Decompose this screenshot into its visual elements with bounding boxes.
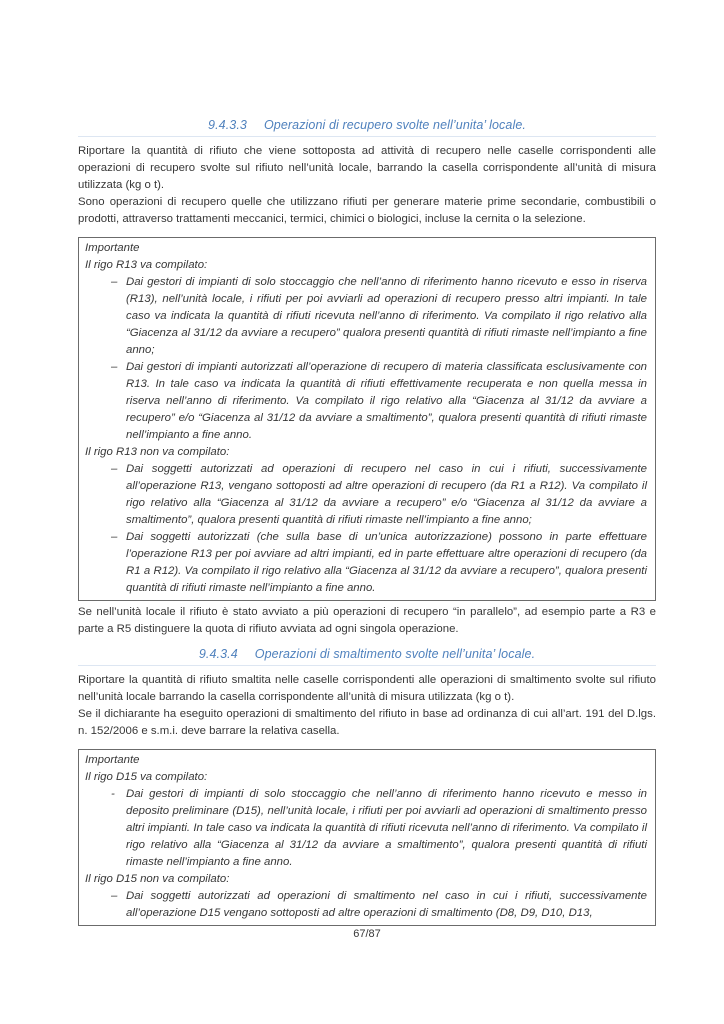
rule-label: Il rigo D15 va compilato: — [85, 771, 208, 783]
paragraph: Sono operazioni di recupero quelle che utilizzano rifiuti per generare materie prime secondarie, combustibili o prodotti, attraverso trattamenti meccanici, termici, chimici o biologici, incluse la cernita o la selezione. — [78, 196, 656, 225]
list-item-text: Dai gestori di impianti di solo stoccaggio che nell’anno di riferimento hanno ricevuto e messo in deposito preliminare (D15), nell’unità locale, i rifiuti per poi avviarli ad operazioni di smaltimento presso altri impianti. In tale caso va indicata la quantità di rifiuti ricevuta nell’anno di riferimento. Va compilato il rigo relativo alla “Giacenza al 31/12 da avviare a smaltimento”, qualora presenti quantità di rifiuti rimaste nell’impianto a fine anno. — [126, 788, 647, 868]
list-item — [85, 786, 647, 871]
bullet-marker: – — [111, 276, 118, 288]
heading-title: Operazioni di recupero svolte nell’unita’ locale. — [263, 118, 526, 132]
list-item — [85, 461, 647, 529]
section-heading-smaltimento — [78, 647, 656, 666]
paragraph: Riportare la quantità di rifiuto che viene sottoposta ad attività di recupero nelle caselle corrispondenti alle operazioni di recupero svolte sul rifiuto nell’unità locale, barrando la casella corrispondente all’unità di misura utilizzata (kg o t). — [78, 145, 656, 191]
heading-number: 9.4.3.4 — [198, 647, 238, 661]
note-box-title: Importante — [85, 242, 140, 254]
list-item-text: Dai soggetti autorizzati ad operazioni di recupero nel caso in cui i rifiuti, successivamente all’operazione R13, vengano sottoposti ad altre operazioni di recupero (da R1 a R12). Va compilato il rigo relativo alla “Giacenza al 31/12 da avviare a recupero” e/o “Giacenza al 31/12 da avviare a smaltimento”, qualora presenti quantità di rifiuti rimaste nell’impianto a fine anno; — [126, 463, 647, 526]
rule-label: Il rigo D15 non va compilato: — [85, 873, 230, 885]
section-heading-recupero — [78, 118, 656, 137]
paragraph: Riportare la quantità di rifiuto smaltita nelle caselle corrispondenti alle operazioni di smaltimento svolte sul rifiuto nell’unità locale barrando la casella corrispondente all’unità di misura utilizzata (kg o t). — [78, 674, 656, 703]
heading-number: 9.4.3.3 — [208, 118, 247, 132]
paragraph: Se nell’unità locale il rifiuto è stato avviato a più operazioni di recupero “in parallelo”, ad esempio parte a R3 e parte a R5 distinguere la quota di rifiuto avviata ad ogni singola operazione. — [78, 606, 656, 635]
list-item-text: Dai soggetti autorizzati ad operazioni di smaltimento nel caso in cui i rifiuti, successivamente all’operazione D15 vengano sottoposti ad altre operazioni di smaltimento (D8, D9, D10, D13, — [126, 890, 647, 919]
heading-title: Operazioni di smaltimento svolte nell’unita’ locale. — [254, 647, 536, 661]
note-box-title: Importante — [85, 754, 140, 766]
list-item — [85, 529, 647, 597]
importante-note-box — [78, 237, 656, 601]
page-number: 67/87 — [353, 928, 381, 940]
importante-note-box — [78, 749, 656, 926]
list-item-text: Dai soggetti autorizzati (che sulla base di un’unica autorizzazione) possono in parte effettuare l’operazione R13 per poi avviare ad altri impianti, ed in parte effettuare altre operazioni di recupero (da R1 a R12). Va compilato il rigo relativo alla “Giacenza al 31/12 da avviare a recupero”, qualora presenti quantità di rifiuti rimaste nell’impianto a fine anno. — [126, 531, 647, 594]
bullet-marker: – — [111, 531, 118, 543]
bullet-marker: – — [111, 463, 118, 475]
list-item-text: Dai gestori di impianti di solo stoccaggio che nell’anno di riferimento hanno ricevuto e esso in riserva (R13), nell’unità locale, i rifiuti per poi avviarli ad operazioni di recupero presso altri impianti. In tale caso va indicata la quantità di rifiuti ricevuta nell’anno di riferimento. Va compilato il rigo relativo alla “Giacenza al 31/12 da avviare a recupero” qualora presenti quantità di rifiuti rimaste nell’impianto a fine anno; — [126, 276, 647, 356]
list-item — [85, 274, 647, 359]
bullet-marker: – — [111, 361, 118, 373]
list-item — [85, 888, 647, 922]
list-item — [85, 359, 647, 444]
rule-label: Il rigo R13 va compilato: — [85, 259, 208, 271]
document-page-content — [78, 118, 656, 926]
rule-label: Il rigo R13 non va compilato: — [85, 446, 230, 458]
bullet-marker: - — [111, 788, 115, 800]
paragraph: Se il dichiarante ha eseguito operazioni di smaltimento del rifiuto in base ad ordinanza di cui all’art. 191 del D.lgs. n. 152/2006 e s.m.i. deve barrare la relativa casella. — [78, 708, 656, 737]
bullet-marker: – — [111, 890, 118, 902]
list-item-text: Dai gestori di impianti autorizzati all’operazione di recupero di materia classificata esclusivamente con R13. In tale caso va indicata la quantità di rifiuti effettivamente recuperata e non quella messa in riserva nell’anno di riferimento. Va compilato il rigo relativo alla “Giacenza al 31/12 da avviare a recupero” e/o “Giacenza al 31/12 da avviare a smaltimento”, qualora presenti quantità di rifiuti rimaste nell’impianto a fine anno. — [126, 361, 647, 441]
